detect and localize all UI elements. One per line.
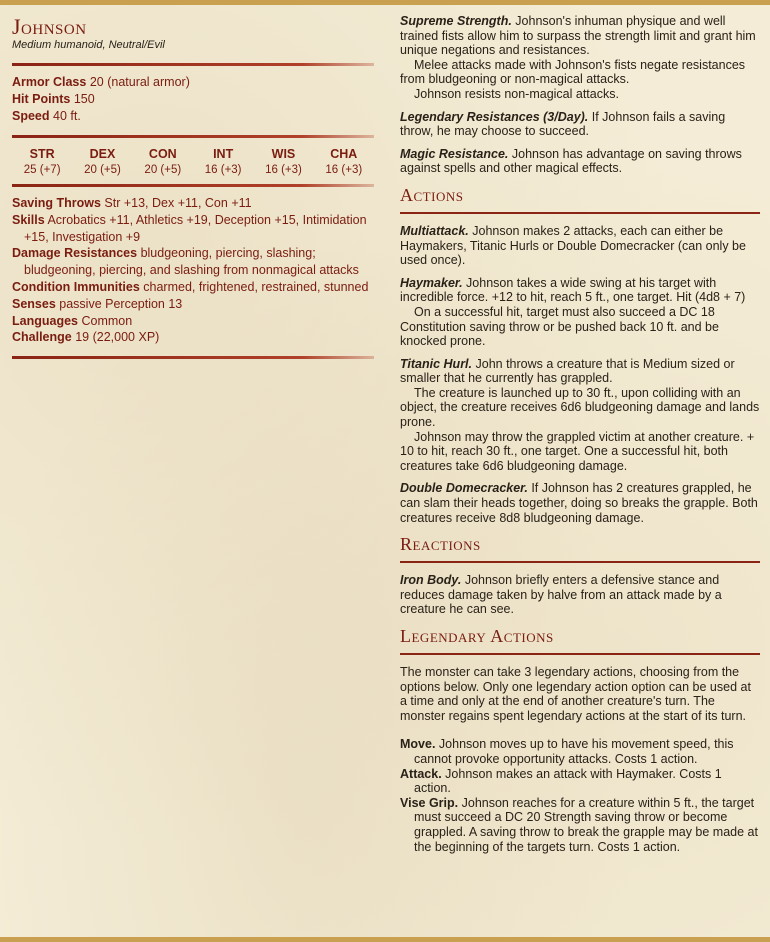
hit-points-value: 150 [73, 92, 95, 106]
ability-key: CHA [330, 147, 358, 161]
action-titanic-hurl [400, 357, 760, 474]
legendary-actions-heading: Legendary Actions [400, 626, 554, 646]
trait-text: If Johnson fails a saving throw, he may choose to succeed. [400, 109, 726, 139]
action-title: Titanic Hurl. [400, 356, 473, 371]
languages-label: Languages [12, 313, 78, 328]
ability-score: 20 (+5) [84, 164, 121, 176]
action-title: Multiattack. [400, 223, 469, 238]
reaction-text: Johnson briefly enters a defensive stance and reduces damage taken by halve from an attack made by a creature he can see. [400, 573, 722, 617]
senses-value: passive Perception 13 [59, 296, 183, 311]
ability-score: 25 (+7) [23, 164, 61, 176]
legendary-actions-list [400, 737, 760, 854]
skills-label: Skills [12, 212, 45, 227]
ability-key: DEX [89, 147, 116, 161]
divider [12, 356, 374, 359]
action-text: If Johnson has 2 creatures grappled, he can slam their heads together, doing so breaks the grapple. Both creatures receive 8d8 bludgeoning damage. [400, 481, 758, 525]
action-text: John throws a creature that is Medium sized or smaller that he currently has grappled. [400, 356, 735, 386]
actions-heading: Actions [400, 184, 464, 205]
legendary-title: Move. [400, 737, 436, 752]
saving-throws [12, 195, 374, 212]
damage-resistances [12, 245, 374, 279]
challenge [12, 329, 374, 346]
trait-supreme-strength [400, 14, 760, 102]
armor-class-label: Armor Class [12, 75, 87, 89]
senses [12, 296, 374, 313]
languages-value: Common [81, 313, 133, 328]
legendary-vise-grip [400, 796, 760, 854]
divider [12, 63, 374, 66]
hit-points-label: Hit Points [12, 92, 71, 106]
trait-legendary-resistances [400, 110, 760, 139]
legendary-title: Vise Grip. [400, 795, 459, 810]
bottom-border [0, 937, 770, 942]
trait-title: Supreme Strength. [400, 14, 512, 28]
languages [12, 313, 374, 330]
trait-title: Magic Resistance. [400, 146, 509, 161]
speed-value: 40 ft. [53, 109, 81, 123]
ability-key: WIS [271, 147, 296, 161]
trait-text: Johnson's inhuman physique and well trained fists allow him to surpass the strength limit and grant him unique negations and resistances. [400, 14, 756, 58]
saving-throws-label: Saving Throws [12, 196, 101, 210]
challenge-label: Challenge [12, 330, 72, 345]
condition-immunities-label: Condition Immunities [12, 279, 140, 294]
legendary-text: Johnson makes an attack with Haymaker. Costs 1 action. [414, 766, 722, 796]
condition-immunities-value: charmed, frightened, restrained, stunned [143, 279, 369, 294]
trait-magic-resistance [400, 147, 760, 176]
monster-subtitle: Medium humanoid, Neutral/Evil [12, 39, 165, 51]
ability-score: 16 (+3) [325, 164, 363, 176]
statblock-right-column [400, 14, 760, 854]
divider [12, 135, 374, 138]
ability-str [13, 146, 71, 178]
top-border [0, 0, 770, 5]
ability-score: 20 (+5) [144, 164, 182, 176]
ability-int [194, 146, 252, 178]
secondary-properties [12, 195, 374, 346]
action-text: Johnson may throw the grappled victim at another creature. + 10 to hit, reach 30 ft., one target. One a successful hit, both creatures take 6d6 bludgeoning damage. [400, 429, 755, 473]
reaction-title: Iron Body. [400, 573, 462, 588]
trait-text: Johnson resists non-magical attacks. [414, 86, 619, 101]
action-title: Double Domecracker. [400, 481, 528, 496]
action-title: Haymaker. [400, 275, 463, 290]
action-multiattack [400, 224, 760, 268]
ability-score: 16 (+3) [204, 164, 242, 176]
ability-con [134, 146, 192, 178]
section-divider [400, 561, 760, 563]
section-divider [400, 212, 760, 214]
action-text: Johnson takes a wide swing at his target with incredible force. +12 to hit, reach 5 ft., one target. Hit (4d8 + 7) [400, 275, 746, 305]
legendary-text: Johnson moves up to have his movement speed, this cannot provoke opportunity attacks. Costs 1 action. [414, 737, 734, 766]
ability-wis [254, 146, 312, 178]
ability-score: 16 (+3) [265, 164, 302, 176]
damage-resistances-value: bludgeoning, piercing, slashing; bludgeoning, piercing, and slashing from nonmagical attacks [24, 246, 359, 278]
monster-name: Johnson [12, 14, 87, 39]
legendary-intro: The monster can take 3 legendary actions, choosing from the options below. Only one legendary action option can be used at a time and only at the end of another creature's turn. The monster regains spent legendary actions at the start of its turn. [400, 665, 751, 723]
action-text: On a successful hit, target must also succeed a DC 18 Constitution saving throw or be pushed back 10 ft. and be knocked prone. [400, 304, 719, 349]
armor-class-value: 20 (natural armor) [89, 75, 190, 89]
skills-value: Acrobatics +11, Athletics +19, Deception +15, Intimidation +15, Investigation +9 [24, 212, 367, 244]
ability-cha [315, 146, 373, 178]
trait-text: Johnson has advantage on saving throws against spells and other magical effects. [400, 146, 742, 176]
hit-points [12, 91, 374, 108]
ability-key: INT [213, 147, 234, 161]
action-double-domecracker [400, 481, 760, 525]
divider [12, 184, 374, 187]
action-text: The creature is launched up to 30 ft., upon colliding with an object, the creature receives 6d6 bludgeoning damage and lands prone. [400, 385, 760, 430]
ability-key: CON [148, 147, 177, 161]
legendary-text: Johnson reaches for a creature within 5 ft., the target must succeed a DC 20 Strength saving throw or become grappled. A saving throw to break the grapple may be made at the beginning of the targets turn. Costs 1 action. [414, 795, 758, 854]
saving-throws-value: Str +13, Dex +11, Con +11 [104, 196, 252, 210]
challenge-value: 19 (22,000 XP) [75, 330, 160, 345]
ability-scores [12, 146, 374, 178]
speed [12, 108, 374, 125]
condition-immunities [12, 279, 374, 296]
statblock-left-column [12, 14, 374, 367]
action-text: Johnson makes 2 attacks, each can either be Haymakers, Titanic Hurls or Double Domecracker (can only be used once). [400, 223, 746, 268]
legendary-title: Attack. [400, 766, 442, 781]
trait-title: Legendary Resistances (3/Day). [400, 109, 589, 124]
ability-key: STR [29, 147, 55, 161]
senses-label: Senses [12, 296, 56, 311]
skills [12, 212, 374, 246]
legendary-move [400, 737, 760, 766]
reactions-heading: Reactions [400, 534, 481, 555]
section-divider [400, 653, 760, 655]
legendary-attack [400, 767, 760, 796]
ability-dex [73, 146, 131, 178]
reaction-iron-body [400, 573, 760, 617]
action-haymaker [400, 276, 760, 349]
damage-resistances-label: Damage Resistances [12, 246, 138, 261]
armor-class [12, 74, 374, 91]
trait-text: Melee attacks made with Johnson's fists negate resistances from bludgeoning or non-magical attacks. [400, 57, 746, 87]
speed-label: Speed [12, 109, 50, 123]
